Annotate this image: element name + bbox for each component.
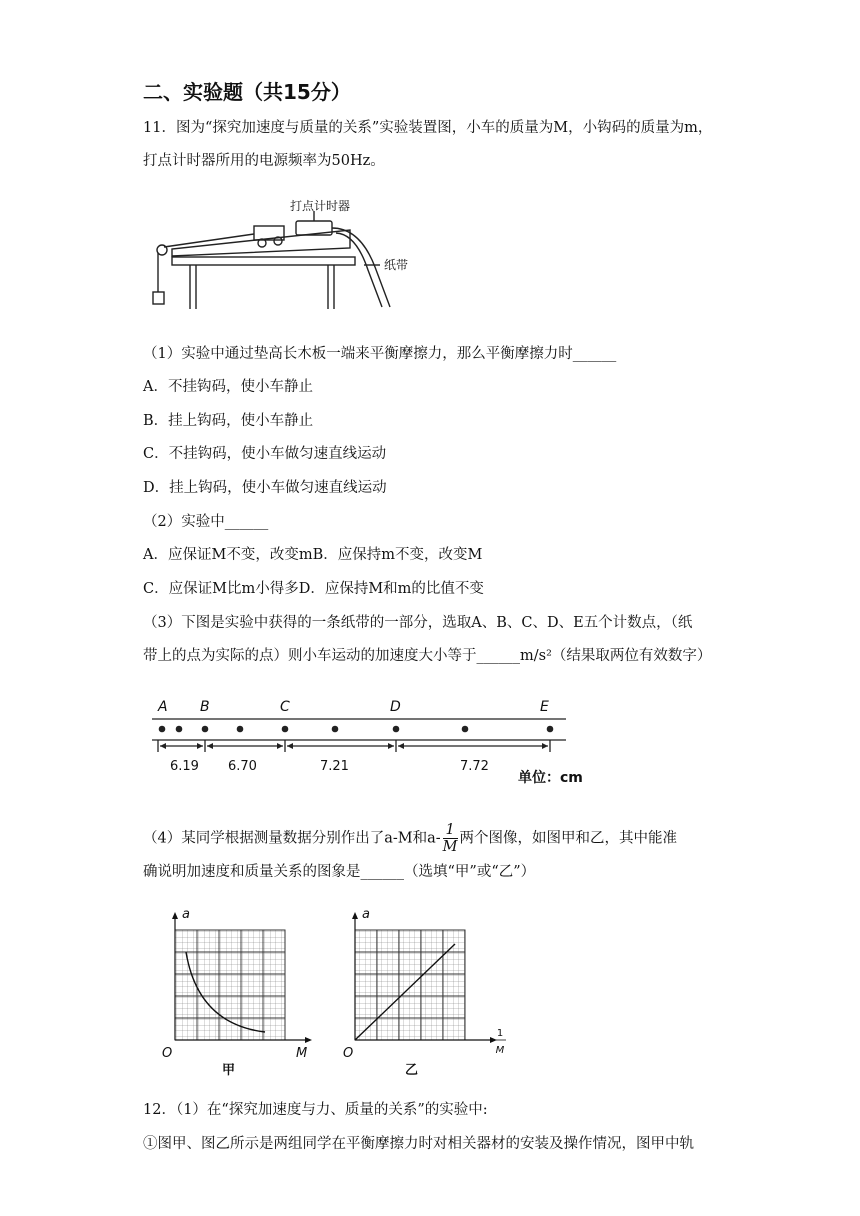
graph-caption: 甲 [222, 1063, 236, 1078]
point-label-a: A [158, 699, 168, 715]
q11-p3-line2: 带上的点为实际的点）则小车运动的加速度大小等于______m/s²（结果取两位有效数字） [143, 648, 712, 664]
tape-unit: 单位：cm [518, 770, 583, 786]
point-label-b: B [200, 699, 210, 715]
q11-p4-line1 [143, 822, 677, 855]
y-axis-label: a [182, 907, 190, 922]
q11-p1-stem: （1）实验中通过垫高长木板一端来平衡摩擦力，那么平衡摩擦力时______ [143, 346, 617, 362]
q11-p2-options-ab: A．应保证M不变，改变mB．应保持m不变，改变M [143, 547, 483, 563]
q11-p2-stem: （2）实验中______ [143, 514, 269, 530]
table-top [172, 257, 355, 265]
q11-p1-option-a: A．不挂钩码，使小车静止 [143, 379, 313, 395]
paper-tape [332, 228, 390, 307]
distance-bc: 6.70 [228, 759, 257, 774]
q11-stem-line1: 11．图为“探究加速度与质量的关系”实验装置图，小车的质量为M，小钩码的质量为m， [143, 120, 713, 136]
point-label-c: C [280, 699, 290, 715]
tape-label: 纸带 [384, 258, 409, 272]
y-axis-label: a [362, 907, 370, 922]
q11-stem-line2: 打点计时器所用的电源频率为50Hz。 [143, 153, 385, 169]
graph-jia [160, 904, 320, 1080]
origin-label: O [343, 1046, 354, 1061]
apparatus-figure [150, 192, 430, 314]
q11-p2-options-cd: C．应保证M比m小得多D．应保持M和m的比值不变 [143, 581, 484, 597]
q11-p4-line1-b: 两个图像，如图甲和乙，其中能准 [459, 830, 678, 847]
point-label-d: D [390, 699, 401, 715]
q12-line1: 12．（1）在“探究加速度与力、质量的关系”的实验中: [143, 1102, 488, 1118]
graph-caption: 乙 [405, 1063, 419, 1078]
q12-line2: ①图甲、图乙所示是两组同学在平衡摩擦力时对相关器材的安装及操作情况，图甲中轨 [143, 1136, 694, 1152]
timer-label: 打点计时器 [290, 199, 351, 213]
q11-p1-option-d: D．挂上钩码，使小车做匀速直线运动 [143, 480, 387, 496]
x-axis-label: M [296, 1046, 308, 1061]
distance-ab: 6.19 [170, 759, 199, 774]
graph-yi [343, 904, 523, 1080]
hook-weight [153, 292, 164, 304]
distance-de: 7.72 [460, 759, 489, 774]
q11-p4-line2: 确说明加速度和质量关系的图象是______（选填“甲”或“乙”） [143, 864, 536, 880]
distance-cd: 7.21 [320, 759, 349, 774]
x-axis-label-num: 1 [496, 1028, 504, 1039]
point-label-e: E [540, 699, 549, 715]
q11-p1-option-c: C．不挂钩码，使小车做匀速直线运动 [143, 446, 387, 462]
x-axis-label-den: M [495, 1045, 505, 1056]
origin-label: O [162, 1046, 173, 1061]
q11-p1-option-b: B．挂上钩码，使小车静止 [143, 413, 314, 429]
q11-p4-line1-a: （4）某同学根据测量数据分别作出了a-M和a- [143, 830, 441, 847]
q11-p3-line1: （3）下图是实验中获得的一条纸带的一部分，选取A、B、C、D、E五个计数点，（纸 [143, 615, 693, 631]
paper-tape-figure [148, 694, 608, 790]
inclined-board [172, 230, 350, 256]
fraction-one-over-m: $\frac{1}{M}$ [442, 822, 458, 855]
section-heading: 二、实验题（共15分） [143, 80, 351, 104]
tape-dot [159, 726, 166, 733]
